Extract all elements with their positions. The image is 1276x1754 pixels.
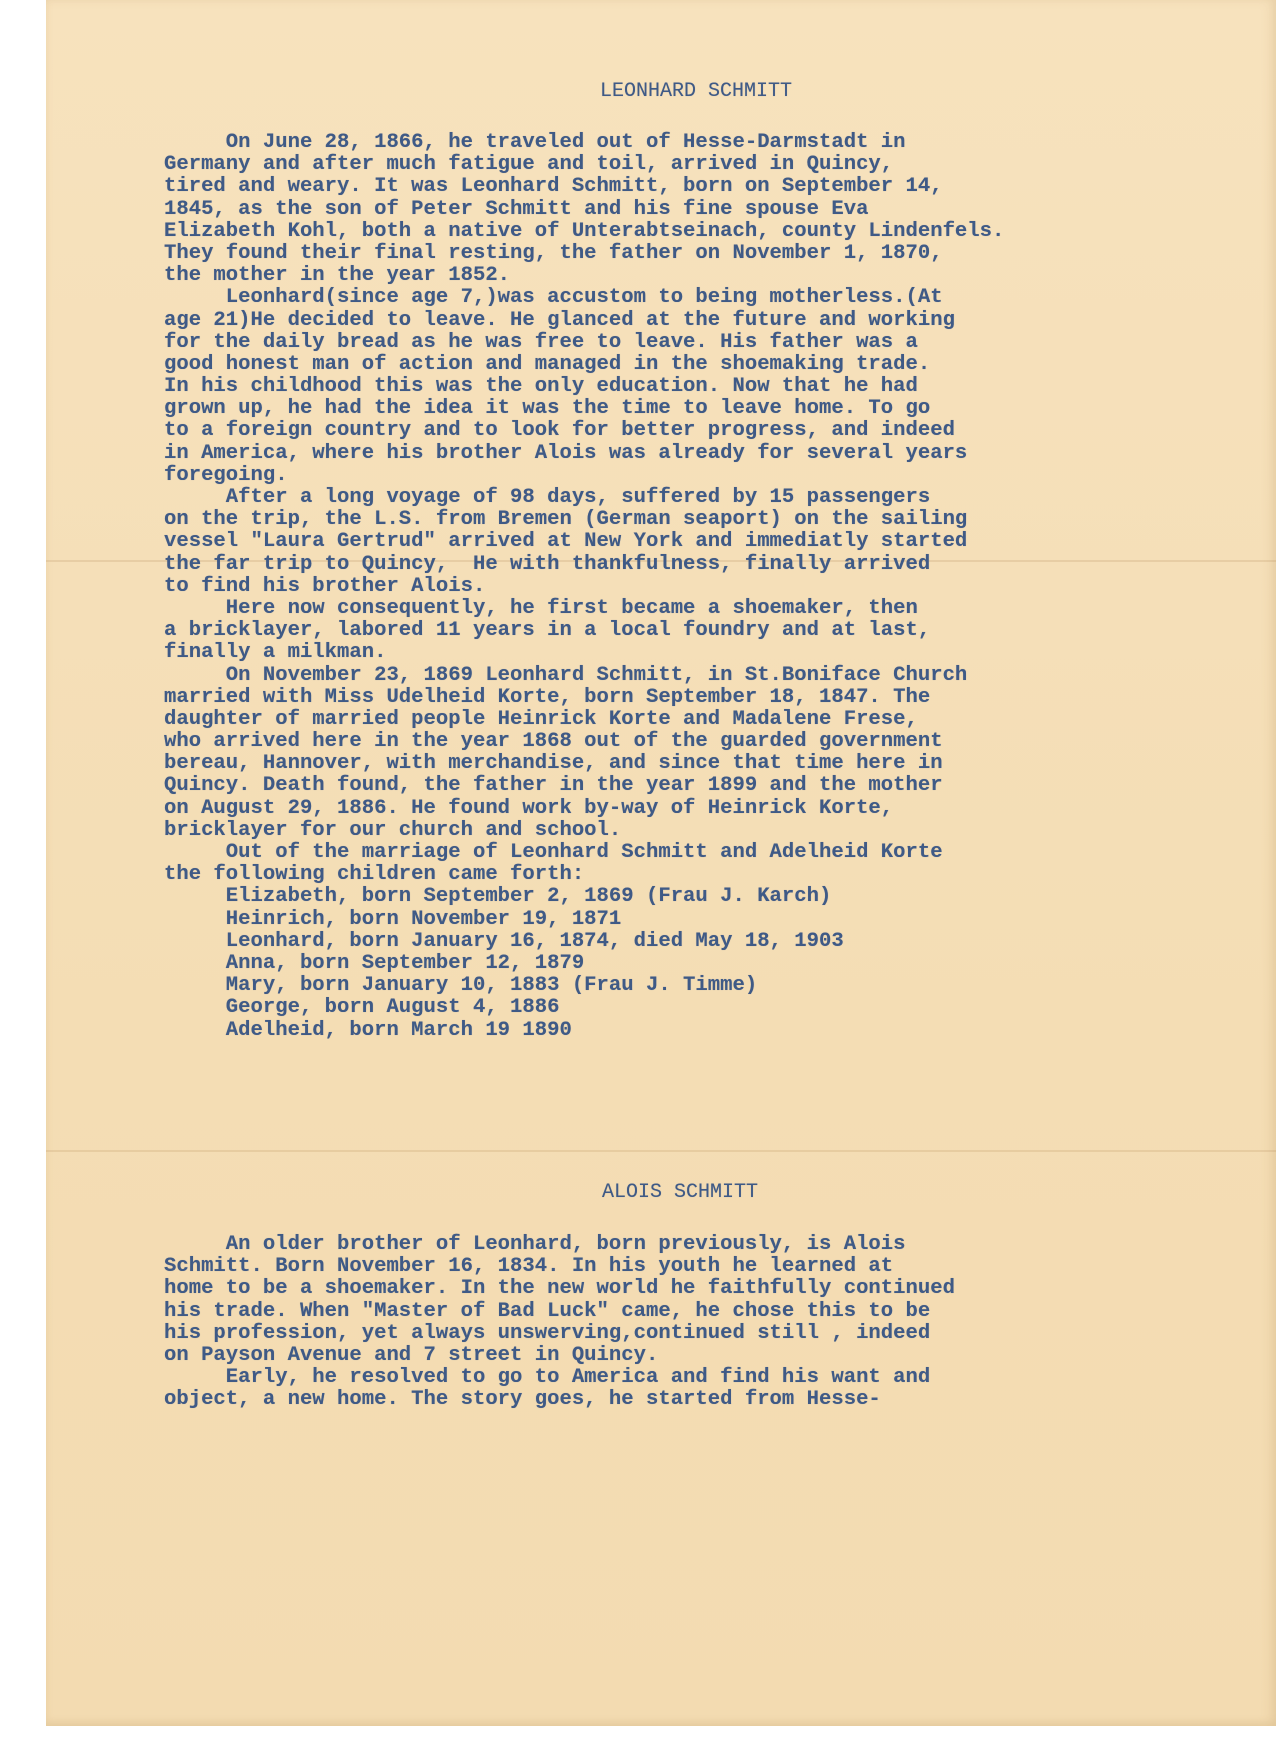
text-line: vessel "Laura Gertrud" arrived at New York and immediatly started	[164, 530, 968, 554]
text-line: 1845, as the son of Peter Schmitt and his fine spouse Eva	[164, 197, 869, 221]
text-line: Out of the marriage of Leonhard Schmitt and Adelheid Korte	[164, 841, 943, 864]
text-line: Leonhard, born January 16, 1874, died May 18, 1903	[164, 929, 844, 953]
text-line: Adelheid, born March 19 1890	[164, 1018, 572, 1042]
text-line: Elizabeth, born September 2, 1869 (Frau J. Karch)	[164, 885, 832, 909]
text-line: to a foreign country and to look for better progress, and indeed	[164, 419, 955, 443]
text-line: They found their final resting, the father on November 1, 1870,	[164, 241, 943, 265]
text-line: for the daily bread as he was free to leave. His father was a	[164, 330, 918, 354]
text-line: home to be a shoemaker. In the new world he faithfully continued	[164, 1277, 955, 1301]
text-line: Leonhard(since age 7,)was accustom to being motherless.(At	[164, 286, 943, 310]
text-line: Heinrich, born November 19, 1871	[164, 907, 622, 931]
text-line: who arrived here in the year 1868 out of the guarded government	[164, 730, 943, 754]
text-line: his trade. When "Master of Bad Luck" came, he chose this to be	[164, 1299, 931, 1323]
text-line: daughter of married people Heinrick Korte and Madalene Frese,	[164, 707, 918, 731]
text-line: on August 29, 1886. He found work by-way of Heinrick Korte,	[164, 796, 894, 820]
text-line: Quincy. Death found, the father in the year 1899 and the mother	[164, 774, 943, 798]
text-line: After a long voyage of 98 days, suffered by 15 passengers	[164, 486, 931, 509]
text-line: the following children came forth:	[164, 863, 585, 887]
text-line: the mother in the year 1852.	[164, 264, 511, 288]
alois-biography-text	[164, 1234, 955, 1412]
leonhard-biography-text	[164, 132, 1004, 1042]
text-line: Germany and after much fatigue and toil, arrived in Quincy,	[164, 153, 894, 177]
text-line: Schmitt. Born November 16, 1834. In his youth he learned at	[164, 1255, 894, 1279]
text-line: his profession, yet always unswerving,continued still , indeed	[164, 1321, 931, 1345]
section-title-alois: ALOIS SCHMITT	[602, 1181, 759, 1204]
text-line: George, born August 4, 1886	[164, 996, 560, 1020]
text-line: on the trip, the L.S. from Bremen (German seaport) on the sailing	[164, 508, 968, 532]
text-line: bereau, Hannover, with merchandise, and since that time here in	[164, 752, 943, 776]
text-line: finally a milkman.	[164, 641, 387, 665]
text-line: to find his brother Alois.	[164, 574, 486, 598]
text-line: on Payson Avenue and 7 street in Quincy.	[164, 1343, 659, 1367]
text-line: In his childhood this was the only education. Now that he had	[164, 375, 918, 399]
text-line: Mary, born January 10, 1883 (Frau J. Timme)	[164, 974, 758, 998]
text-line: in America, where his brother Alois was already for several years	[164, 441, 968, 465]
text-line: On November 23, 1869 Leonhard Schmitt, in St.Boniface Church	[164, 663, 968, 687]
text-line: age 21)He decided to leave. He glanced at the future and working	[164, 308, 955, 332]
text-line: the far trip to Quincy, He with thankfulness, finally arrived	[164, 552, 931, 576]
text-line: Early, he resolved to go to America and find his want and	[164, 1366, 931, 1390]
text-line: Elizabeth Kohl, both a native of Unterabtseinach, county Lindenfels.	[164, 219, 1005, 243]
text-line: a bricklayer, labored 11 years in a local foundry and at last,	[164, 619, 931, 643]
text-line: good honest man of action and managed in the shoemaking trade.	[164, 352, 931, 376]
paper-fold-line	[46, 1150, 1276, 1152]
text-line: An older brother of Leonhard, born previously, is Alois	[164, 1233, 906, 1256]
text-line: grown up, he had the idea it was the time to leave home. To go	[164, 397, 931, 421]
text-line: foregoing.	[164, 463, 288, 487]
text-line: tired and weary. It was Leonhard Schmitt, born on September 14,	[164, 175, 943, 199]
text-line: object, a new home. The story goes, he started from Hesse-	[164, 1388, 881, 1412]
text-line: bricklayer for our church and school.	[164, 818, 622, 842]
section-title-leonhard: LEONHARD SCHMITT	[600, 80, 793, 103]
text-line: Here now consequently, he first became a shoemaker, then	[164, 596, 918, 620]
text-line: Anna, born September 12, 1879	[164, 951, 585, 975]
page-bottom-margin	[0, 1726, 1276, 1754]
text-line: married with Miss Udelheid Korte, born September 18, 1847. The	[164, 685, 931, 709]
text-line: On June 28, 1866, he traveled out of Hesse-Darmstadt in	[164, 131, 906, 154]
